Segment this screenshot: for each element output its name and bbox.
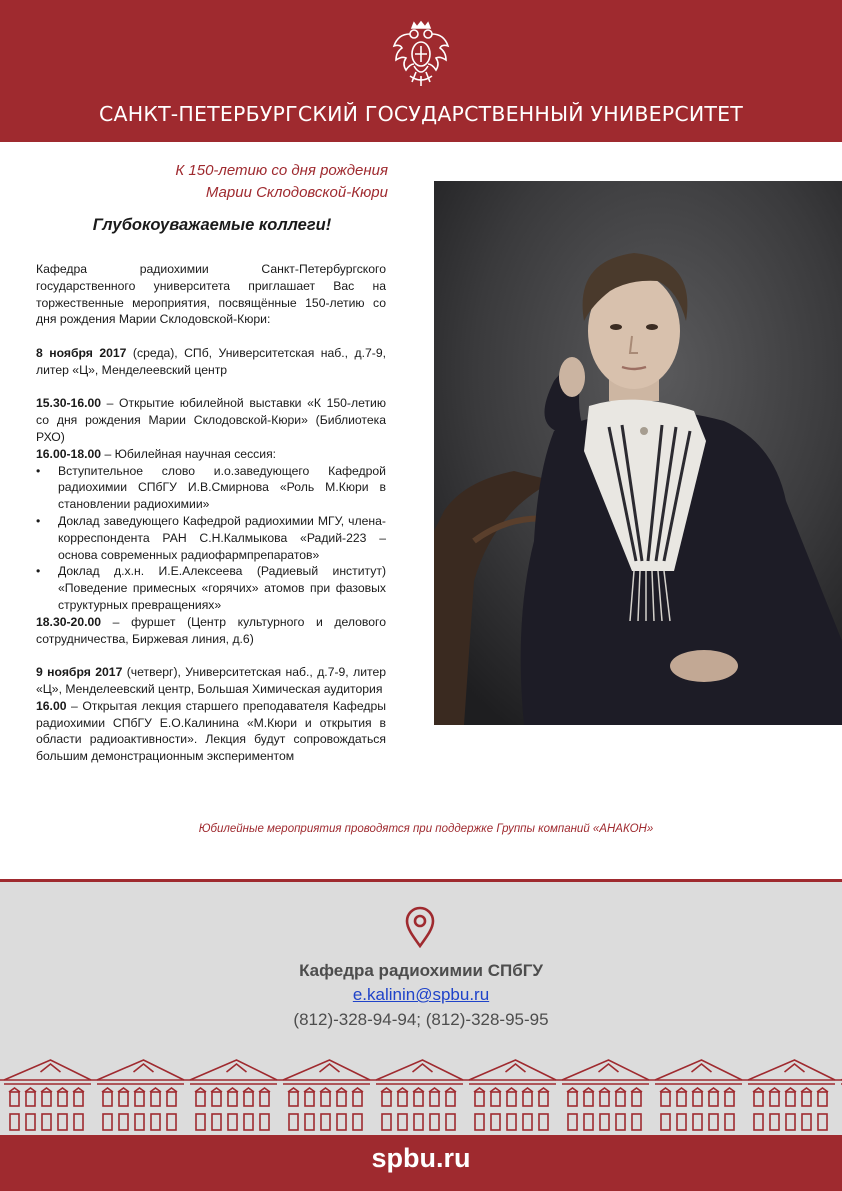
day2-item-lecture — [36, 698, 386, 765]
header-banner — [0, 0, 842, 142]
university-title: САНКТ-ПЕТЕРБУРГСКИЙ ГОСУДАРСТВЕННЫЙ УНИВЕРСИТЕТ — [98, 102, 744, 126]
day1-location: (среда), СПб, Университетская наб., д.7-9, литер «Ц», Менделеевский центр — [36, 345, 387, 377]
eagle-emblem-icon — [390, 20, 452, 90]
event-program — [36, 261, 386, 765]
building-facade-illustration — [0, 1048, 842, 1141]
anniversary-line-1: К 150-летию со дня рождения — [175, 162, 388, 179]
email-link[interactable]: e.kalinin@spbu.ru — [352, 985, 490, 1004]
site-link[interactable]: spbu.ru — [371, 1143, 471, 1173]
item-text: – фуршет (Центр культурного и делового сотрудничества, Биржевая линия, д.6) — [36, 614, 386, 646]
day2-header — [36, 664, 386, 698]
invitation-text: Кафедра радиохимии Санкт-Петербургского государственного университета приглашает Вас на торжественные мероприятия, посвящённые 150-летию со дня рождения Марии Склодовской-Кюри: — [36, 262, 386, 327]
sponsor-note: Юбилейные мероприятия проводятся при поддержке Группы компаний «АНАКОН» — [198, 823, 654, 835]
portrait-photo — [434, 181, 842, 725]
anniversary-heading — [36, 160, 388, 204]
anniversary-line-2: Марии Склодовской-Кюри — [205, 184, 388, 201]
location-pin-icon — [404, 906, 436, 948]
item-time: 16.00-18.00 — [36, 446, 102, 461]
day2-location: (четверг), Университетская наб., д.7-9, литер «Ц», Менделеевский центр, Большая Химическая аудитория — [36, 665, 387, 696]
item-time: 16.00 — [36, 698, 67, 713]
phone-numbers: (812)-328-94-94; (812)-328-95-95 — [293, 1010, 549, 1029]
talk-item: • Вступительное слово и.о.заведующего Кафедрой радиохимии СПбГУ И.В.Смирнова «Роль М.Кюри в становлении радиохимии» — [36, 463, 386, 513]
day1-item-exhibition — [36, 395, 386, 445]
talk-item: • Доклад д.х.н. И.Е.Алексеева (Радиевый институт) «Поведение примесных «горячих» атомов при фазовых структурных превращениях» — [36, 563, 386, 613]
talk-item: • Доклад заведующего Кафедрой радиохимии МГУ, члена-корреспондента РАН С.Н.Калмыкова «Радий-223 – основа современных радиофармпрепаратов» — [36, 513, 386, 563]
item-time: 15.30-16.00 — [36, 396, 102, 411]
day1-item-buffet — [36, 614, 386, 648]
department-name: Кафедра радиохимии СПбГУ — [299, 961, 543, 980]
item-text: – Юбилейная научная сессия: — [101, 446, 277, 461]
day1-header — [36, 345, 386, 379]
item-text: – Открытие юбилейной выставки «К 150-летию со дня рождения Марии Склодовской-Кюри» (Библиотека РХО) — [36, 396, 386, 444]
greeting: Глубокоуважаемые коллеги! — [92, 216, 332, 234]
item-text: – Открытая лекция старшего преподавателя Кафедры радиохимии СПбГУ Е.О.Калинина «М.Кюри и открытия в области радиоактивности». Лекция будут сопровождаться большим демонстрационным экспериментом — [36, 698, 386, 764]
day1-item-session — [36, 446, 386, 463]
talk-list — [36, 463, 386, 614]
day2-date: 9 ноября 2017 — [36, 665, 123, 680]
day1-date: 8 ноября 2017 — [36, 345, 127, 360]
item-time: 18.30-20.00 — [36, 614, 102, 629]
portrait-illustration — [434, 181, 842, 725]
